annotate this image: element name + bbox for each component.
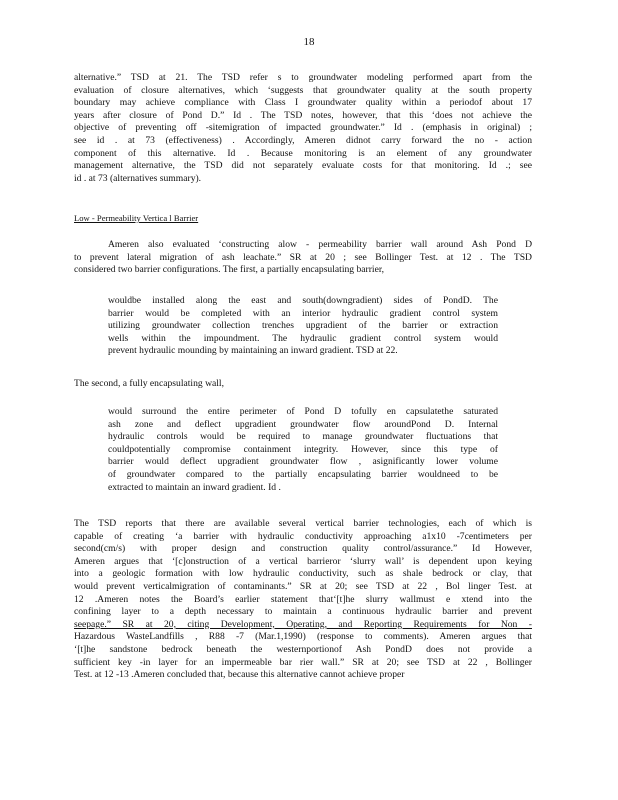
text-line: would surround the entire perimeter of Pond D tofully en capsulatethe saturated bbox=[108, 406, 498, 417]
text-line: see id . at 73 (effectiveness) . Accordingly, Ameren didnot carry forward the no - action bbox=[74, 134, 532, 146]
text-line: evaluation of closure alternatives, which ‘suggests that groundwater quality at the south property bbox=[74, 84, 532, 96]
text-line: second(cm/s) with proper design and construction quality control/assurance.” Id However, bbox=[74, 543, 532, 555]
text-line: utilizing groundwater collection trenches upgradient of the barrier or extraction bbox=[108, 320, 498, 332]
text-line: Ameren also evaluated ‘constructing alow - permeability barrier wall around Ash Pond D bbox=[108, 239, 532, 250]
text-line: 12 .Ameren notes the Board’s earlier statement that‘[t]he slurry wallmust e xtend into the bbox=[74, 593, 532, 605]
text-line: hydraulic controls would be required to manage groundwater fluctuations that bbox=[108, 431, 498, 443]
text-line: The second, a fully encapsulating wall, bbox=[74, 378, 224, 389]
page-number: 18 bbox=[303, 36, 315, 48]
text-line: alternative.” TSD at 21. The TSD refer s to groundwater modeling performed apart from the bbox=[74, 72, 532, 83]
text-line: wells within the impoundment. The hydraulic gradient control system would bbox=[108, 332, 498, 344]
text-line: prevent hydraulic mounding by maintaining an inward gradient. TSD at 22. bbox=[108, 345, 398, 357]
text-line: barrier would deflect upgradient groundwater flow , asignificantly lower volume bbox=[108, 456, 498, 468]
text-line: extracted to maintain an inward gradient. Id . bbox=[108, 481, 281, 493]
text-line: confining layer to a depth necessary to maintain a continuous hydraulic barrier and prevent bbox=[74, 606, 532, 618]
text-line: of groundwater compared to the partially encapsulating barrier wouldneed to be bbox=[108, 468, 498, 480]
text-line: considered two barrier configurations. The first, a partially encapsulating barrier, bbox=[74, 264, 385, 276]
text-line: seepage.” SR at 20, citing Development, Operating, and Reporting Requirements for Non - bbox=[74, 618, 532, 630]
text-line: component of this alternative. Id . Because monitoring is an element of any groundwater bbox=[74, 147, 532, 159]
text-line: sufficient key -in layer for an impermeable bar rier wall.” SR at 20; see TSD at 22 , Bollinger bbox=[74, 656, 532, 668]
text-line: years after closure of Pond D.” Id . The TSD notes, however, that this ‘does not achieve the bbox=[74, 109, 532, 121]
text-line: ‘[t]he sandstone bedrock beneath the westernportionof Ash PondD does not provide a bbox=[74, 643, 532, 655]
text-line: boundary may achieve compliance with Class I groundwater quality within a periodof about 17 bbox=[74, 97, 532, 109]
paragraph-alternatives-summary bbox=[74, 72, 532, 185]
text-line: The TSD reports that there are available several vertical barrier technologies, each of which is bbox=[74, 518, 532, 529]
section-heading-text: Low - Permeability Vertica l Barrier bbox=[74, 213, 199, 223]
text-line: Test. at 12 -13 .Ameren concluded that, because this alternative cannot achieve proper bbox=[74, 669, 405, 681]
block-quote-full-barrier bbox=[108, 406, 498, 494]
text-line: couldpotentially compromise containment integrity. However, since this type of bbox=[108, 443, 498, 455]
text-line: management alternative, the TSD did not separately evaluate costs for that monitoring. Id .; see bbox=[74, 160, 532, 172]
text-line: barrier would be completed with an interior hydraulic gradient control system bbox=[108, 307, 498, 319]
text-line: wouldbe installed along the east and south(downgradient) sides of PondD. The bbox=[108, 295, 498, 306]
block-quote-partial-barrier bbox=[108, 295, 498, 358]
paragraph-barrier-technologies bbox=[74, 518, 532, 682]
text-line: into a geologic formation with low hydraulic conductivity, such as shale bedrock or clay, that bbox=[74, 568, 532, 580]
text-line: to prevent lateral migration of ash leachate.” SR at 20 ; see Bollinger Test. at 12 . The TSD bbox=[74, 251, 532, 263]
text-line: Ameren argues that ‘[c]onstruction of a vertical barrieror ‘slurry wall’ is dependent upon keying bbox=[74, 555, 532, 567]
paragraph-second-barrier bbox=[74, 378, 532, 391]
text-line: Hazardous WasteLandfills , R88 -7 (Mar.1,1990) (response to comments). Ameren argues that bbox=[74, 631, 532, 643]
paragraph-barrier-intro bbox=[74, 239, 532, 277]
text-line: id . at 73 (alternatives summary). bbox=[74, 172, 202, 184]
text-line: capable of creating ‘a barrier with hydraulic conductivity approaching a1x10 -7centimeters per bbox=[74, 530, 532, 542]
text-line: would prevent verticalmigration of contaminants.” SR at 20; see TSD at 22 , Bol linger Test. at bbox=[74, 580, 532, 592]
text-line: objective of preventing off -sitemigration of impacted groundwater.” Id . (emphasis in original) ; bbox=[74, 122, 532, 134]
text-line: ash zone and deflect upgradient groundwater flow aroundPond D. Internal bbox=[108, 418, 498, 430]
section-heading bbox=[74, 213, 198, 223]
